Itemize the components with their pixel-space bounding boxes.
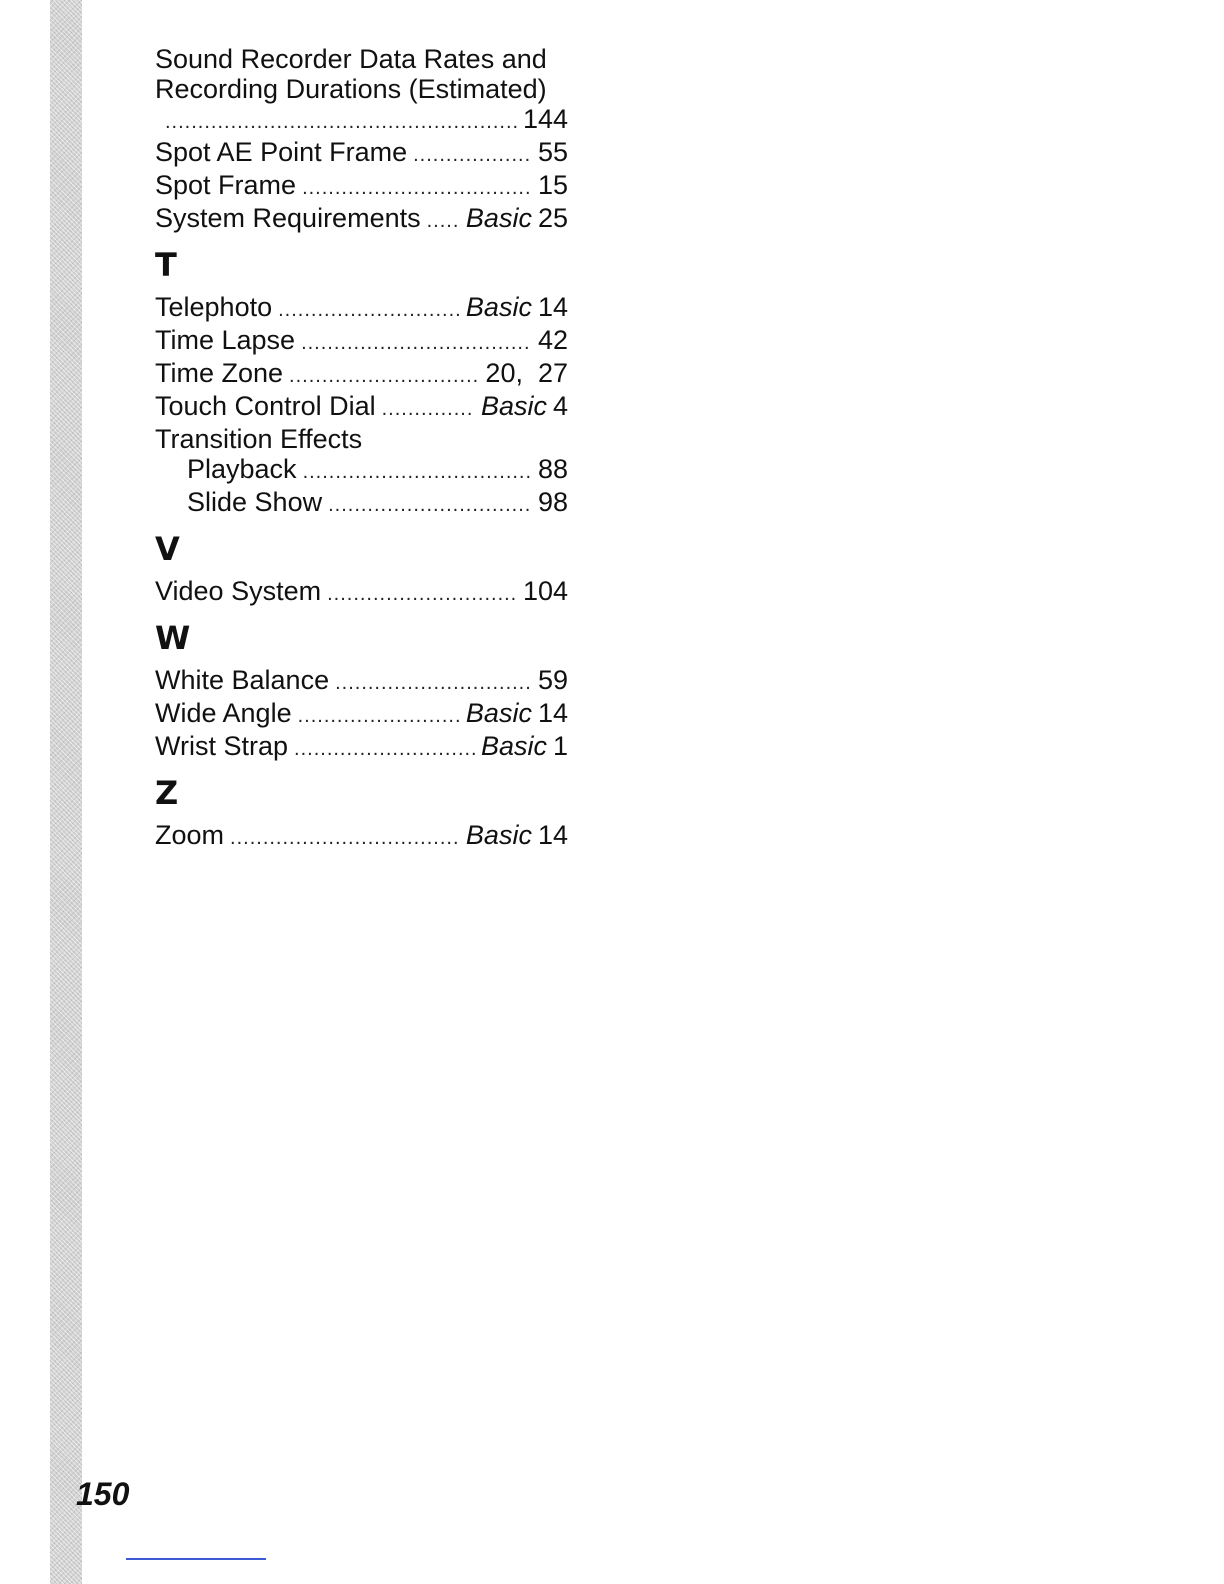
- index-term: Slide Show: [187, 487, 323, 517]
- page-ref: 144: [522, 104, 568, 134]
- dot-leader: [165, 107, 517, 137]
- index-subentry: [155, 454, 568, 487]
- dot-leader: [335, 668, 532, 698]
- index-term: Wide Angle: [155, 698, 292, 728]
- index-term: White Balance: [155, 665, 330, 695]
- section-letter-t: T: [155, 246, 177, 284]
- index-term: Touch Control Dial: [155, 391, 376, 421]
- book-name: Basic: [465, 698, 532, 728]
- index-term: Playback: [187, 454, 297, 484]
- book-name: Basic: [465, 820, 532, 850]
- index-term: Spot AE Point Frame: [155, 137, 408, 167]
- page-ref: [466, 292, 568, 322]
- dot-leader: [278, 295, 460, 325]
- dot-leader: [294, 734, 475, 764]
- dot-leader: [427, 206, 460, 236]
- dot-leader: [328, 490, 532, 520]
- index-entry: [155, 731, 568, 764]
- index-entry: [155, 358, 568, 391]
- index-term: System Requirements: [155, 203, 421, 233]
- dot-leader: [289, 361, 479, 391]
- index-entry: [155, 391, 568, 424]
- page-ref: 88: [537, 454, 568, 484]
- index-entry: [155, 137, 568, 170]
- page-ref: 42: [537, 325, 568, 355]
- dot-leader: [413, 140, 532, 170]
- dot-leader: [302, 173, 532, 203]
- page-ref: 15: [537, 170, 568, 200]
- page-ref: 55: [537, 137, 568, 167]
- index-entry-sound-recorder-ref: [155, 104, 568, 137]
- index-group-term: Transition Effects: [155, 424, 363, 454]
- page-number-ref: 1: [552, 731, 568, 761]
- index-entry-sound-recorder-line2: Recording Durations (Estimated): [155, 74, 547, 104]
- index-term: Time Zone: [155, 358, 284, 388]
- index-entry: [155, 170, 568, 203]
- index-column: [155, 44, 568, 853]
- page-ref: [466, 698, 568, 728]
- index-term: Wrist Strap: [155, 731, 289, 761]
- index-entry: [155, 325, 568, 358]
- section-letter-v: V: [155, 530, 180, 568]
- index-entry: [155, 203, 568, 236]
- dot-leader: [303, 457, 532, 487]
- page-ref: [481, 731, 568, 761]
- index-term: Video System: [155, 576, 322, 606]
- index-entry: [155, 665, 568, 698]
- book-name: Basic: [465, 203, 532, 233]
- side-pattern-band: [50, 0, 82, 1584]
- page-number-ref: 14: [537, 292, 568, 322]
- dot-leader: [301, 328, 532, 358]
- book-name: Basic: [465, 292, 532, 322]
- page-ref: 59: [537, 665, 568, 695]
- index-entry: [155, 292, 568, 325]
- dot-leader: [327, 579, 517, 609]
- page-number-ref: 4: [552, 391, 568, 421]
- book-name: Basic: [480, 731, 547, 761]
- section-letter-z: Z: [155, 774, 179, 812]
- dot-leader: [230, 823, 460, 853]
- footer-rule: [126, 1558, 266, 1560]
- dot-leader: [382, 394, 475, 424]
- page-ref: [481, 391, 568, 421]
- index-term: Zoom: [155, 820, 225, 850]
- index-entry-sound-recorder-line1: Sound Recorder Data Rates and: [155, 44, 547, 74]
- page-ref: 20, 27: [485, 358, 568, 388]
- page-ref: 98: [537, 487, 568, 517]
- index-term: Spot Frame: [155, 170, 297, 200]
- page-ref: [466, 203, 568, 233]
- index-entry: [155, 698, 568, 731]
- index-term: Telephoto: [155, 292, 273, 322]
- index-entry: [155, 576, 568, 609]
- page-number: 150: [76, 1476, 130, 1512]
- index-subentry: [155, 487, 568, 520]
- page-number-ref: 14: [537, 820, 568, 850]
- page-number-ref: 14: [537, 698, 568, 728]
- page-number-ref: 25: [537, 203, 568, 233]
- dot-leader: [298, 701, 460, 731]
- book-name: Basic: [480, 391, 547, 421]
- page-ref: 104: [522, 576, 568, 606]
- index-term: Time Lapse: [155, 325, 296, 355]
- page-ref: [466, 820, 568, 850]
- section-letter-w: W: [155, 619, 191, 657]
- index-entry: [155, 820, 568, 853]
